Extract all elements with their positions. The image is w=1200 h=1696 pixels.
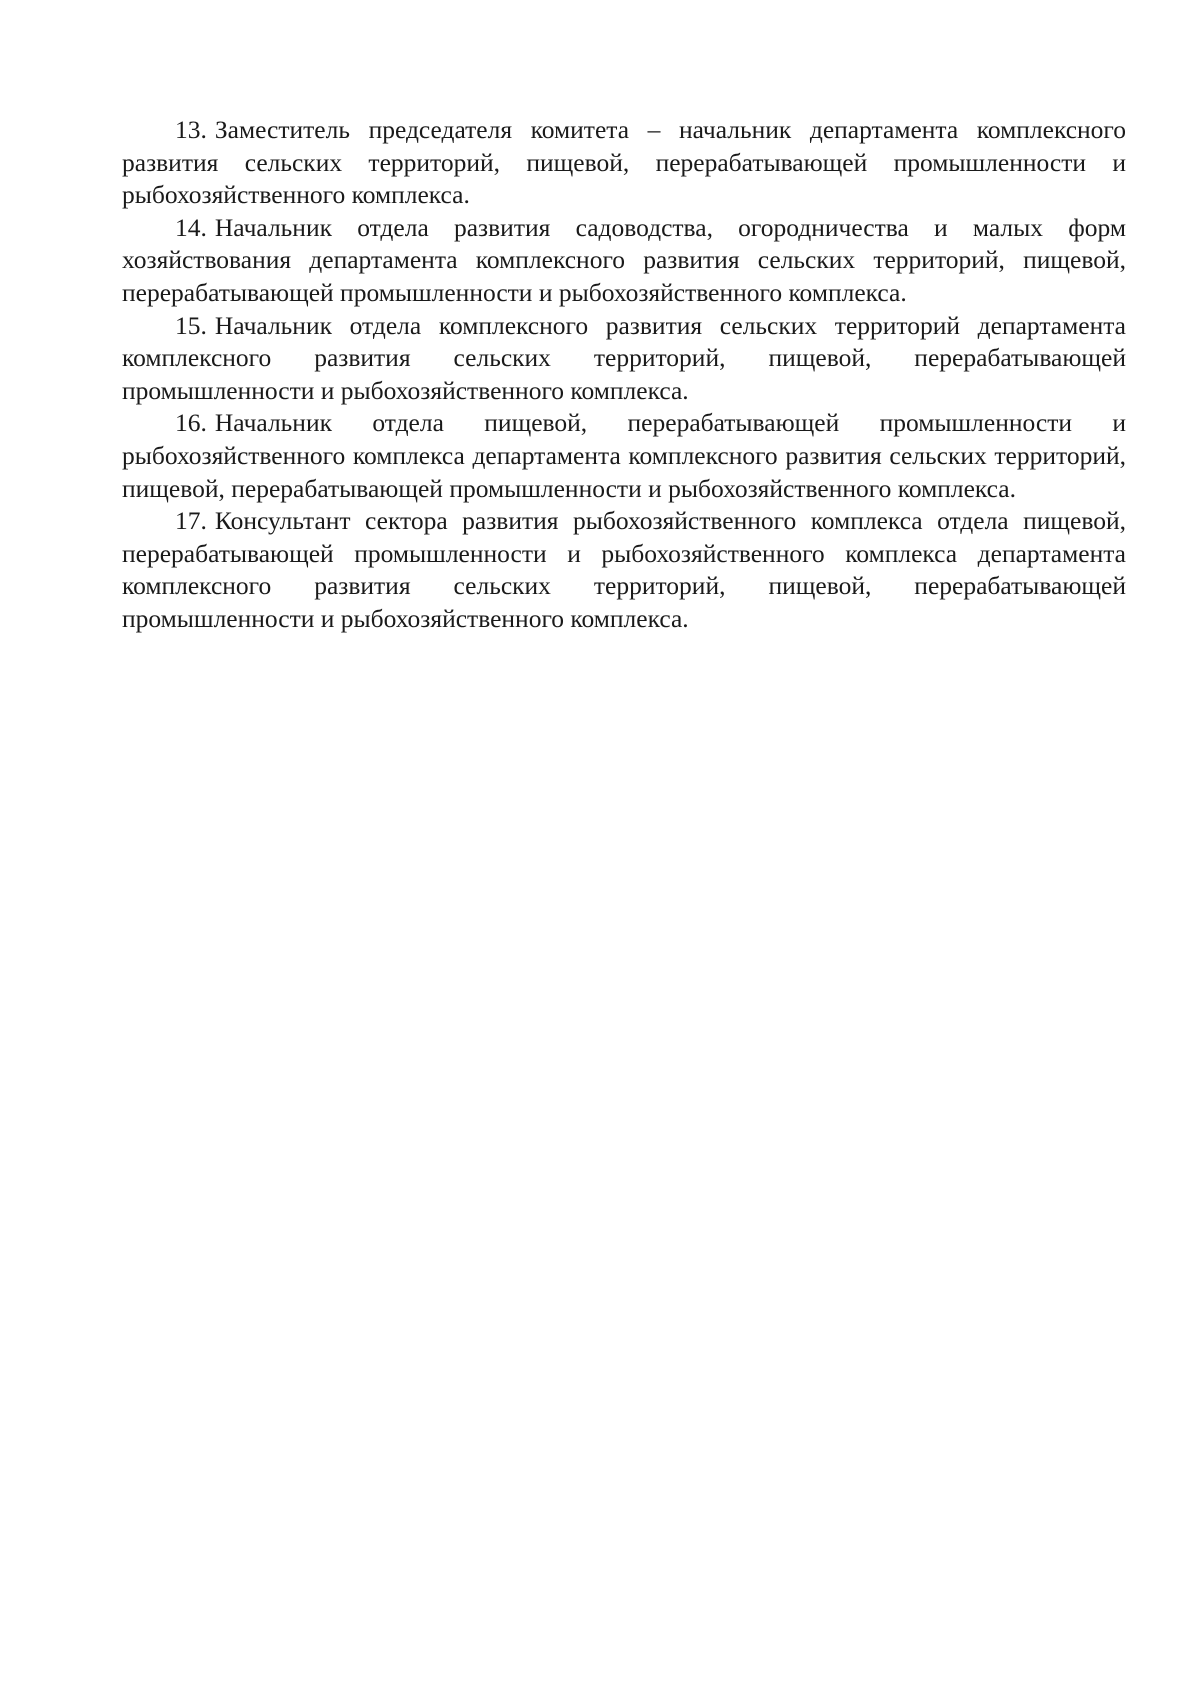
list-item-15	[122, 310, 1126, 408]
item-number: 15.	[175, 310, 207, 340]
item-number: 14.	[175, 212, 207, 242]
list-item-17	[122, 505, 1126, 635]
item-text: Начальник отдела комплексного развития сельских территорий департамента комплексного развития сельских территорий, пищевой, перерабатывающей промышленности и рыбохозяйственного комплекса.	[122, 310, 1126, 405]
item-text: Начальник отдела пищевой, перерабатывающей промышленности и рыбохозяйственного комплекса департамента комплексного развития сельских территорий, пищевой, перерабатывающей промышленности и рыбохозяйственного комплекса.	[122, 408, 1126, 503]
list-item-13	[122, 114, 1126, 212]
document-body	[122, 114, 1126, 636]
item-text: Начальник отдела развития садоводства, огородничества и малых форм хозяйствования департамента комплексного развития сельских территорий, пищевой, перерабатывающей промышленности и рыбохозяйственного комплекса.	[122, 212, 1126, 307]
item-number: 17.	[175, 506, 207, 536]
item-text: Заместитель председателя комитета – начальник департамента комплексного развития сельских территорий, пищевой, перерабатывающей промышленности и рыбохозяйственного комплекса.	[122, 115, 1126, 210]
list-item-14	[122, 212, 1126, 310]
item-text: Консультант сектора развития рыбохозяйственного комплекса отдела пищевой, перерабатывающей промышленности и рыбохозяйственного комплекса департамента комплексного развития сельских территорий, пищевой, перерабатывающей промышленности и рыбохозяйственного комплекса.	[122, 506, 1126, 633]
item-number: 16.	[175, 408, 207, 438]
item-number: 13.	[175, 115, 207, 144]
list-item-16	[122, 407, 1126, 505]
